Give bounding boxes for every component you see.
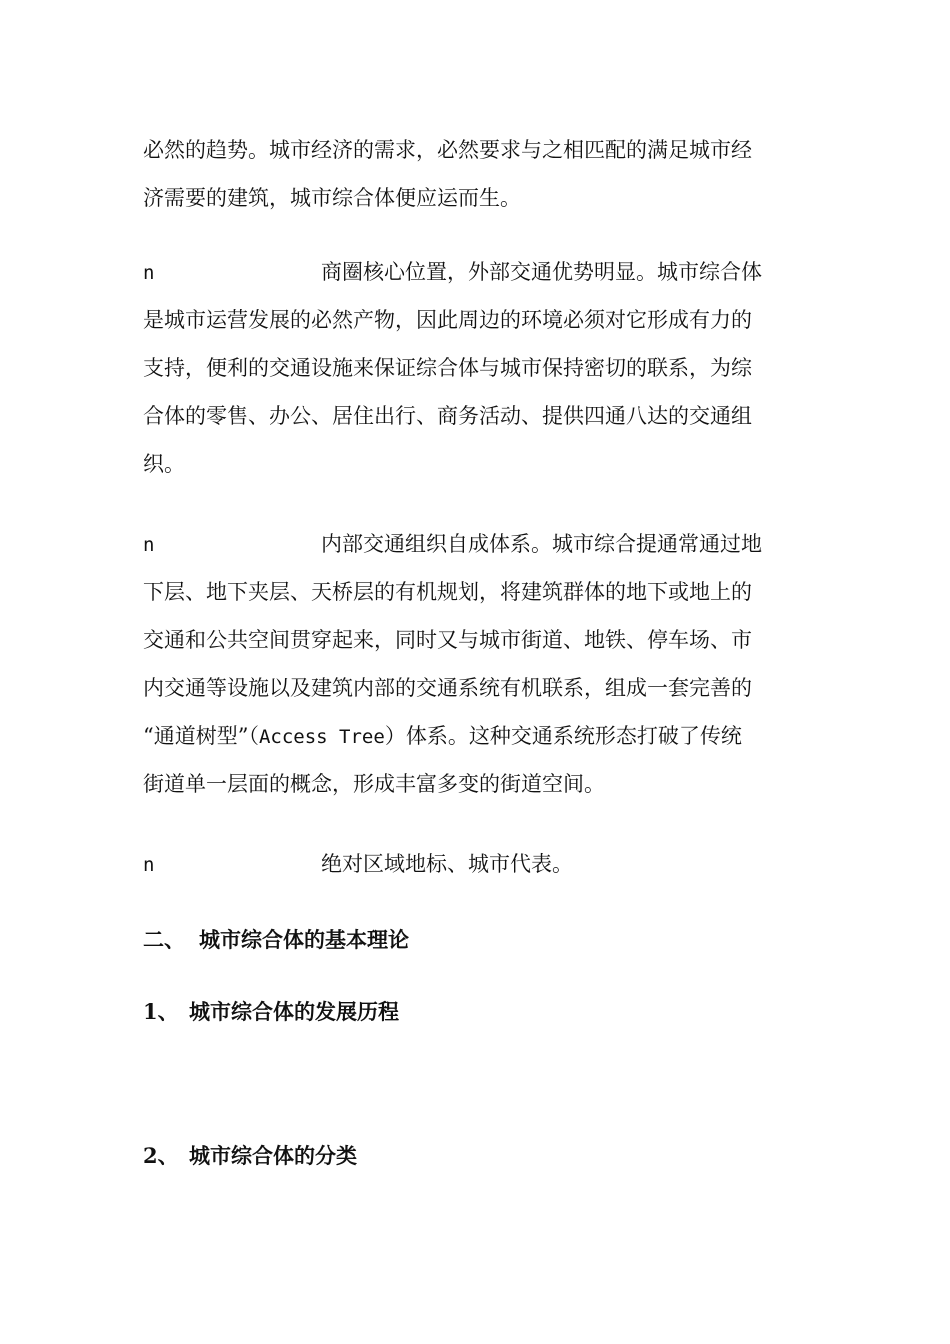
paragraph-line: 下层、地下夹层、天桥层的有机规划，将建筑群体的地下或地上的 <box>143 580 752 604</box>
paragraph-line: 必然的趋势。城市经济的需求，必然要求与之相匹配的满足城市经 <box>143 138 752 162</box>
paragraph-line: 支持，便利的交通设施来保证综合体与城市保持密切的联系，为综 <box>143 356 752 380</box>
heading-text: 城市综合体的分类 <box>189 1143 357 1168</box>
bullet-marker: n <box>143 854 155 876</box>
section-heading-2 <box>143 924 409 954</box>
paragraph-line: 是城市运营发展的必然产物，因此周边的环境必须对它形成有力的 <box>143 308 752 332</box>
heading-number: 2、 <box>143 1143 179 1168</box>
paragraph-2 <box>143 248 813 488</box>
subsection-heading-2 <box>143 1140 357 1170</box>
bullet-line <box>143 520 813 568</box>
heading-number: 二、 <box>143 927 185 952</box>
paragraph-line: 合体的零售、办公、居住出行、商务活动、提供四通八达的交通组 <box>143 404 752 428</box>
text-segment: “通道树型”（ <box>143 724 259 748</box>
paragraph-line-mixed <box>143 712 813 760</box>
english-term: Access Tree <box>258 726 385 748</box>
paragraph-line: 街道单一层面的概念，形成丰富多变的街道空间。 <box>143 772 605 796</box>
heading-number: 1、 <box>143 999 179 1024</box>
bullet-text: 绝对区域地标、城市代表。 <box>321 852 573 876</box>
bullet-line <box>143 248 813 296</box>
heading-text: 城市综合体的基本理论 <box>199 927 409 952</box>
paragraph-3 <box>143 520 813 808</box>
paragraph-4 <box>143 840 813 888</box>
subsection-heading-1 <box>143 996 399 1026</box>
text-segment: ）体系。这种交通系统形态打破了传统 <box>384 724 742 748</box>
paragraph-line: 交通和公共空间贯穿起来，同时又与城市街道、地铁、停车场、市 <box>143 628 752 652</box>
paragraph-line: 济需要的建筑，城市综合体便应运而生。 <box>143 186 521 210</box>
bullet-marker: n <box>143 262 155 284</box>
bullet-line <box>143 840 813 888</box>
paragraph-line: 织。 <box>143 452 185 476</box>
paragraph-1 <box>143 126 813 222</box>
bullet-text: 内部交通组织自成体系。城市综合提通常通过地 <box>321 532 762 556</box>
heading-text: 城市综合体的发展历程 <box>189 999 399 1024</box>
paragraph-line: 内交通等设施以及建筑内部的交通系统有机联系，组成一套完善的 <box>143 676 752 700</box>
bullet-text: 商圈核心位置，外部交通优势明显。城市综合体 <box>321 260 762 284</box>
bullet-marker: n <box>143 534 155 556</box>
